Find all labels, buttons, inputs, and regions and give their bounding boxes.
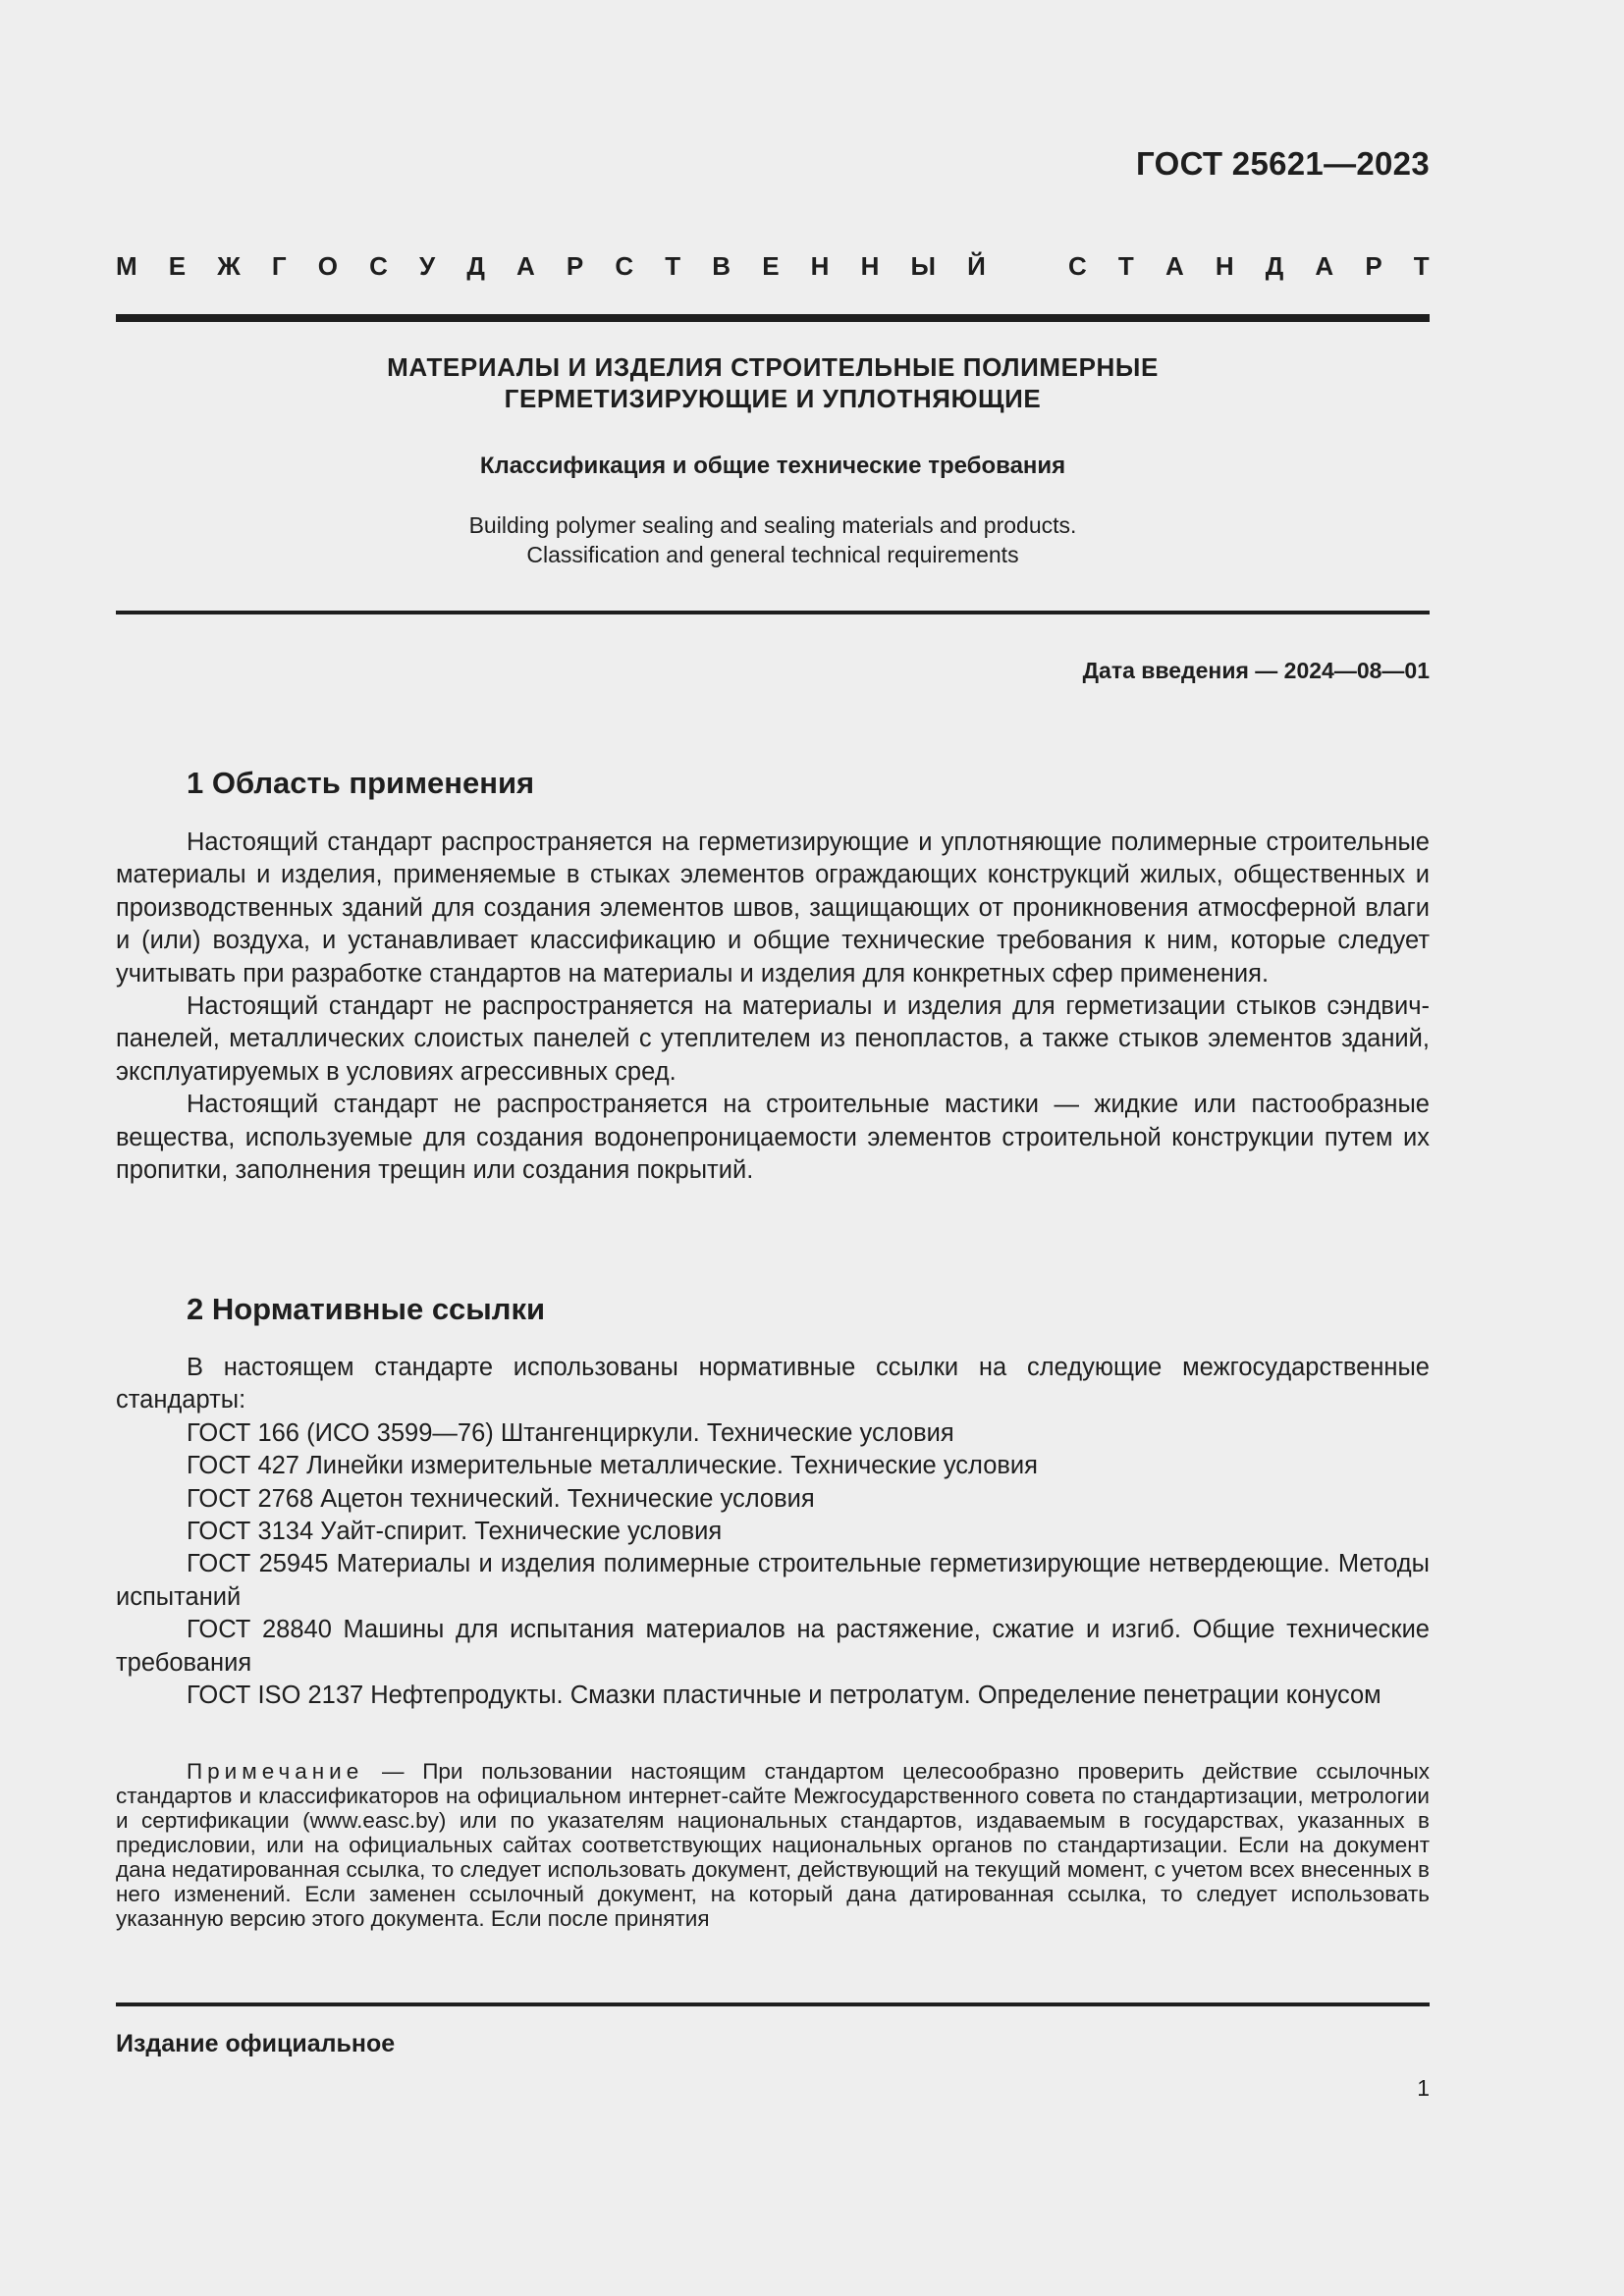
page-number: 1: [1417, 2075, 1430, 2101]
heading-letter: Р: [566, 251, 584, 281]
title-line-1: МАТЕРИАЛЫ И ИЗДЕЛИЯ СТРОИТЕЛЬНЫЕ ПОЛИМЕРНЫЕ: [387, 352, 1159, 382]
section-2-body: [116, 1352, 1430, 1712]
heading-letter: В: [712, 251, 731, 281]
heading-letter: У: [419, 251, 436, 281]
header-divider: [116, 314, 1430, 322]
references-intro: В настоящем стандарте использованы нормативные ссылки на следующие межгосударственные стандарты:: [116, 1354, 1430, 1415]
heading-letter: А: [516, 251, 535, 281]
heading-letter: Т: [1117, 251, 1134, 281]
heading-letter: Н: [1215, 251, 1234, 281]
document-subtitle: Классификация и общие технические требования: [479, 453, 1066, 479]
reference-item: ГОСТ 2768 Ацетон технический. Технические условия: [187, 1484, 815, 1513]
heading-letter: Т: [665, 251, 681, 281]
document-page: [116, 0, 1430, 2296]
heading-letter: Р: [1365, 251, 1382, 281]
footer-divider: [116, 2002, 1430, 2006]
heading-letter: М: [116, 251, 137, 281]
heading-letter: Н: [810, 251, 830, 281]
word-gap: [1017, 251, 1037, 282]
reference-item: ГОСТ 28840 Машины для испытания материалов на растяжение, сжатие и изгиб. Общие технические требования: [116, 1616, 1430, 1677]
standard-type-heading: [116, 251, 1430, 282]
title-divider: [116, 611, 1430, 614]
note-label: Примечание: [187, 1759, 364, 1784]
title-en-line-1: Building polymer sealing and sealing materials and products.: [468, 512, 1077, 538]
references-note: [116, 1759, 1430, 1931]
reference-item: ГОСТ 3134 Уайт-спирит. Технические условия: [187, 1518, 723, 1546]
heading-letter: Й: [967, 251, 986, 281]
section-1-heading: 1 Область применения: [187, 766, 535, 800]
reference-item: ГОСТ 166 (ИСО 3599—76) Штангенциркули. Технические условия: [187, 1418, 954, 1447]
heading-letter: Е: [168, 251, 187, 281]
heading-letter: Д: [1265, 251, 1284, 281]
reference-item: ГОСТ ISO 2137 Нефтепродукты. Смазки пластичные и петролатум. Определение пенетрации конусом: [187, 1682, 1381, 1710]
heading-letter: Ы: [910, 251, 936, 281]
heading-letter: Е: [762, 251, 780, 281]
official-edition-label: Издание официальное: [116, 2030, 396, 2057]
reference-item: ГОСТ 427 Линейки измерительные металлические. Технические условия: [187, 1452, 1038, 1480]
heading-letter: С: [369, 251, 388, 281]
heading-letter: О: [317, 251, 338, 281]
paragraph: Настоящий стандарт распространяется на герметизирующие и уплотняющие полимерные строительные материалы и изделия, применяемые в стыках элементов ограждающих конструкций жилых, общественных и производственных зданий для создания элементов швов, защищающих от проникновения атмосферной влаги и (или) воздуха, и устанавливает классификацию и общие технические требования к ним, которые следует учитывать при разработке стандартов на материалы и изделия для конкретных сфер применения.: [116, 828, 1430, 988]
document-title-ru: [116, 351, 1430, 414]
heading-letter: Д: [466, 251, 485, 281]
heading-letter: С: [615, 251, 634, 281]
reference-item: ГОСТ 25945 Материалы и изделия полимерные строительные герметизирующие нетвердеющие. Методы испытаний: [116, 1550, 1430, 1611]
heading-letter: Н: [860, 251, 880, 281]
heading-letter: А: [1315, 251, 1334, 281]
heading-letter: Ж: [217, 251, 241, 281]
paragraph: Настоящий стандарт не распространяется на строительные мастики — жидкие или пастообразные вещества, используемые для создания водонепроницаемости элементов строительной конструкции путем их пропитки, заполнения трещин или создания покрытий.: [116, 1091, 1430, 1185]
title-line-2: ГЕРМЕТИЗИРУЮЩИЕ И УПЛОТНЯЮЩИЕ: [504, 384, 1042, 413]
document-title-en: [116, 510, 1430, 569]
heading-letter: С: [1068, 251, 1087, 281]
note-text: — При пользовании настоящим стандартом целесообразно проверить действие ссылочных стандартов и классификаторов на официальном интернет-сайте Межгосударственного совета по стандартизации, метрологии и сертификации (www.easc.by) или по указателям национальных стандартов, издаваемым в государствах, указанных в предисловии, или на официальных сайтах соответствующих национальных органов по стандартизации. Если на документ дана недатированная ссылка, то следует использовать документ, действующий на текущий момент, с учетом всех внесенных в него изменений. Если заменен ссылочный документ, на который дана датированная ссылка, то следует использовать указанную версию этого документа. Если после принятия: [116, 1759, 1430, 1931]
heading-letter: Т: [1413, 251, 1430, 281]
section-2-heading: 2 Нормативные ссылки: [187, 1292, 546, 1326]
introduction-date: Дата введения — 2024—08—01: [1082, 658, 1430, 683]
paragraph: Настоящий стандарт не распространяется на материалы и изделия для герметизации стыков сэндвич-панелей, металлических слоистых панелей с утеплителем из пенопластов, а также стыков элементов зданий, эксплуатируемых в условиях агрессивных сред.: [116, 992, 1430, 1086]
section-1-body: [116, 827, 1430, 1187]
title-en-line-2: Classification and general technical requirements: [526, 542, 1019, 567]
heading-letter: Г: [271, 251, 287, 281]
heading-letter: А: [1164, 251, 1184, 281]
document-number: ГОСТ 25621—2023: [1136, 145, 1430, 182]
